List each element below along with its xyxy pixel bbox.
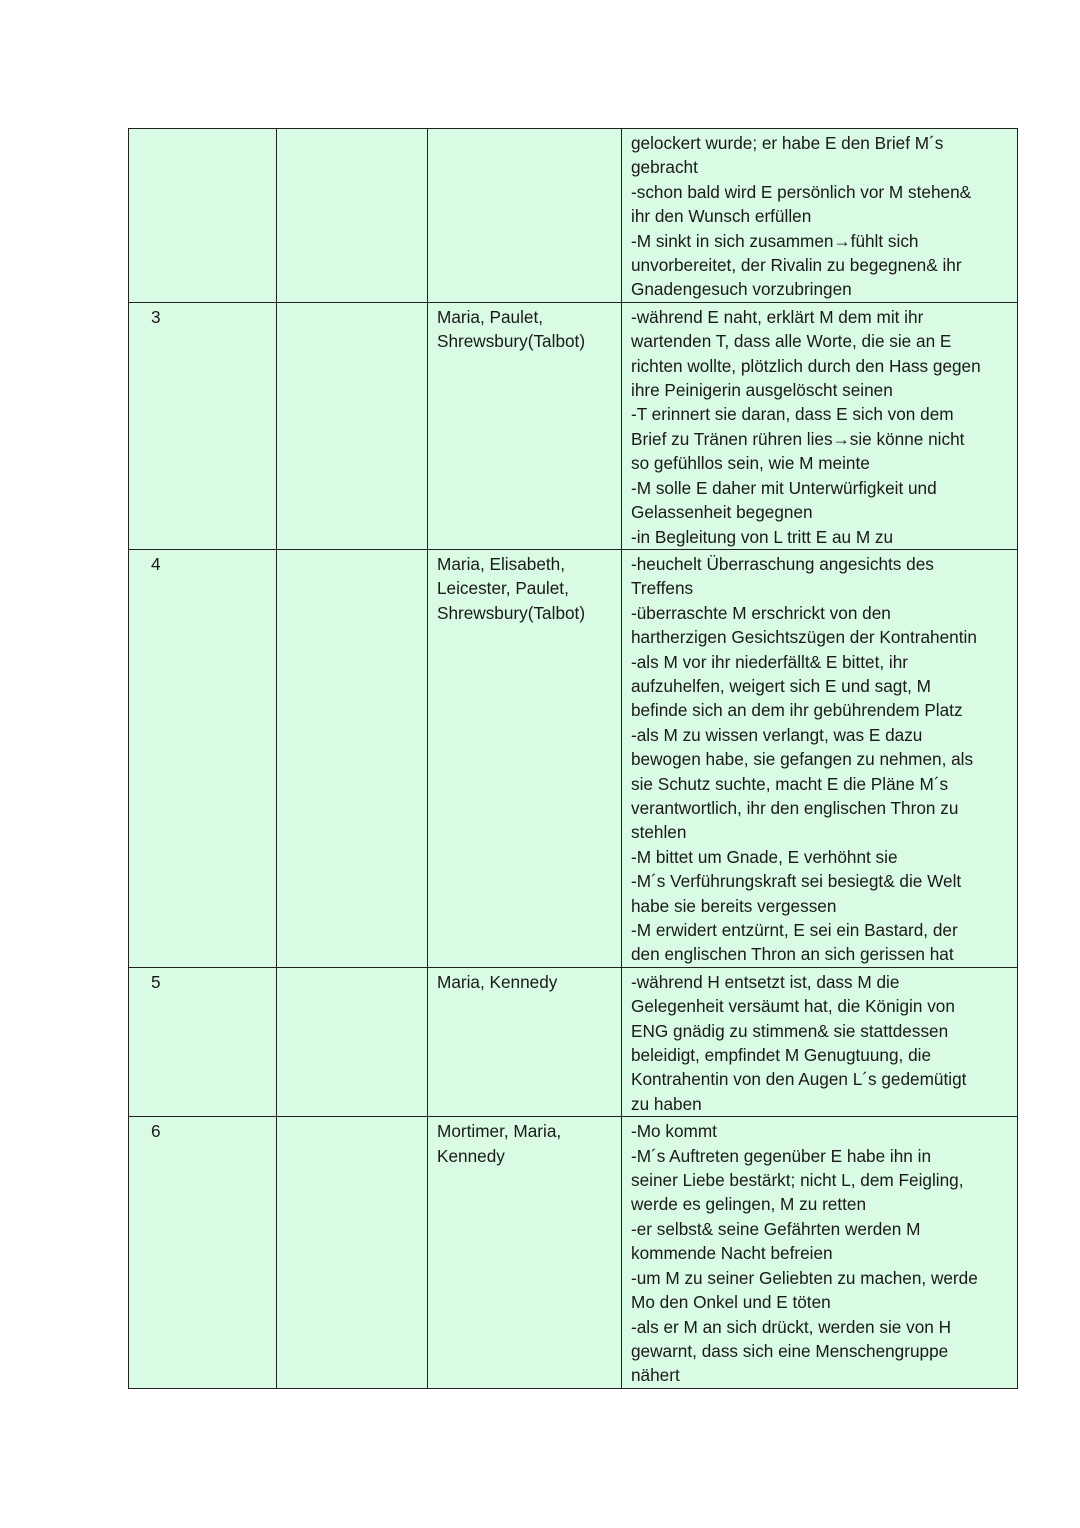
empty-cell [277,129,428,303]
content-line: aufzuhelfen, weigert sich E und sagt, M [631,675,931,696]
content-line: -überraschte M erschrickt von den [631,602,891,623]
content-line: -M sinkt in sich zusammen→fühlt sich [631,230,919,251]
content-line: unvorbereitet, der Rivalin zu begegnen& ihr [631,255,962,276]
content-line: -während H entsetzt ist, dass M die [631,971,900,992]
content-line: gebracht [631,157,698,178]
content-line: stehlen [631,822,687,843]
table-row [129,549,1018,967]
content-line: den englischen Thron an sich gerissen hat [631,944,954,965]
characters-cell [428,129,622,303]
character-line: Shrewsbury(Talbot) [437,602,586,623]
content-line: verantwortlich, ihr den englischen Thron zu [631,797,959,818]
content-line: nähert [631,1365,680,1386]
content-line: -T erinnert sie daran, dass E sich von dem [631,404,954,425]
content-line: seiner Liebe bestärkt; nicht L, dem Feigling, [631,1170,964,1191]
character-line: Leicester, Paulet, [437,578,569,599]
content-line: -als er M an sich drückt, werden sie von H [631,1316,951,1337]
content-line: kommende Nacht befreien [631,1243,833,1264]
content-line: -um M zu seiner Geliebten zu machen, werde [631,1267,978,1288]
content-line: Gelegenheit versäumt hat, die Königin von [631,996,955,1017]
content-line: Brief zu Tränen rühren lies→sie könne nicht [631,428,965,449]
content-line: -als M zu wissen verlangt, was E dazu [631,724,923,745]
content-line: -M´s Verführungskraft sei besiegt& die Welt [631,871,962,892]
content-line: -M bittet um Gnade, E verhöhnt sie [631,846,898,867]
character-line: Mortimer, Maria, [437,1121,562,1142]
content-line: beleidigt, empfindet M Genugtuung, die [631,1045,932,1066]
table-body [129,129,1018,1389]
content-line: sie Schutz suchte, macht E die Pläne M´s [631,773,949,794]
empty-cell [277,302,428,549]
content-line: -M´s Auftreten gegenüber E habe ihn in [631,1145,932,1166]
content-line: -schon bald wird E persönlich vor M stehen& [631,181,972,202]
characters-cell [428,967,622,1116]
content-line: Mo den Onkel und E töten [631,1292,831,1313]
content-line: Kontrahentin von den Augen L´s gedemütigt [631,1069,967,1090]
content-line: ihr den Wunsch erfüllen [631,206,812,227]
content-line: Gelassenheit begegnen [631,502,813,523]
content-line: -er selbst& seine Gefährten werden M [631,1218,921,1239]
content-cell [622,1117,1018,1388]
table-row [129,967,1018,1116]
content-line: gewarnt, dass sich eine Menschengruppe [631,1340,949,1361]
character-line: Shrewsbury(Talbot) [437,331,586,352]
character-line: Maria, Elisabeth, [437,553,566,574]
empty-cell [277,1117,428,1388]
character-line: Maria, Kennedy [437,971,558,992]
content-line: Gnadengesuch vorzubringen [631,279,852,300]
content-cell [622,129,1018,303]
empty-cell [277,967,428,1116]
content-line: -M solle E daher mit Unterwürfigkeit und [631,477,937,498]
content-line: -Mo kommt [631,1121,717,1142]
content-line: ihre Peinigerin ausgelöscht seinen [631,380,893,401]
content-line: habe sie bereits vergessen [631,895,837,916]
content-line: wartenden T, dass alle Worte, die sie an E [631,331,952,352]
scene-number-cell: 5 [129,967,277,1116]
content-cell [622,967,1018,1116]
content-line: zu haben [631,1093,702,1114]
scene-number-cell: 4 [129,549,277,967]
content-line: -während E naht, erklärt M dem mit ihr [631,306,924,327]
content-line: richten wollte, plötzlich durch den Hass gegen [631,355,981,376]
content-line: -als M vor ihr niederfällt& E bittet, ihr [631,651,909,672]
characters-cell [428,1117,622,1388]
content-line: gelockert wurde; er habe E den Brief M´s [631,133,944,153]
content-line: Treffens [631,578,694,599]
content-cell [622,302,1018,549]
content-cell [622,549,1018,967]
scene-number-cell: 6 [129,1117,277,1388]
table-row [129,1117,1018,1388]
character-line: Kennedy [437,1145,505,1166]
content-line: -in Begleitung von L tritt E au M zu [631,526,894,547]
scene-number-cell [129,129,277,303]
content-line: -heuchelt Überraschung angesichts des [631,553,934,574]
content-line: -M erwidert entzürnt, E sei ein Bastard, der [631,920,958,940]
scene-table [128,128,1018,1389]
characters-cell [428,549,622,967]
table-row [129,129,1018,303]
content-line: ENG gnädig zu stimmen& sie stattdessen [631,1020,949,1041]
scene-number-cell: 3 [129,302,277,549]
characters-cell [428,302,622,549]
content-line: werde es gelingen, M zu retten [631,1194,867,1215]
content-line: bewogen habe, sie gefangen zu nehmen, als [631,749,974,770]
table-row [129,302,1018,549]
content-line: befinde sich an dem ihr gebührendem Platz [631,700,963,721]
character-line: Maria, Paulet, [437,306,544,327]
content-line: hartherzigen Gesichtszügen der Kontrahentin [631,627,977,648]
empty-cell [277,549,428,967]
content-line: so gefühllos sein, wie M meinte [631,453,870,474]
